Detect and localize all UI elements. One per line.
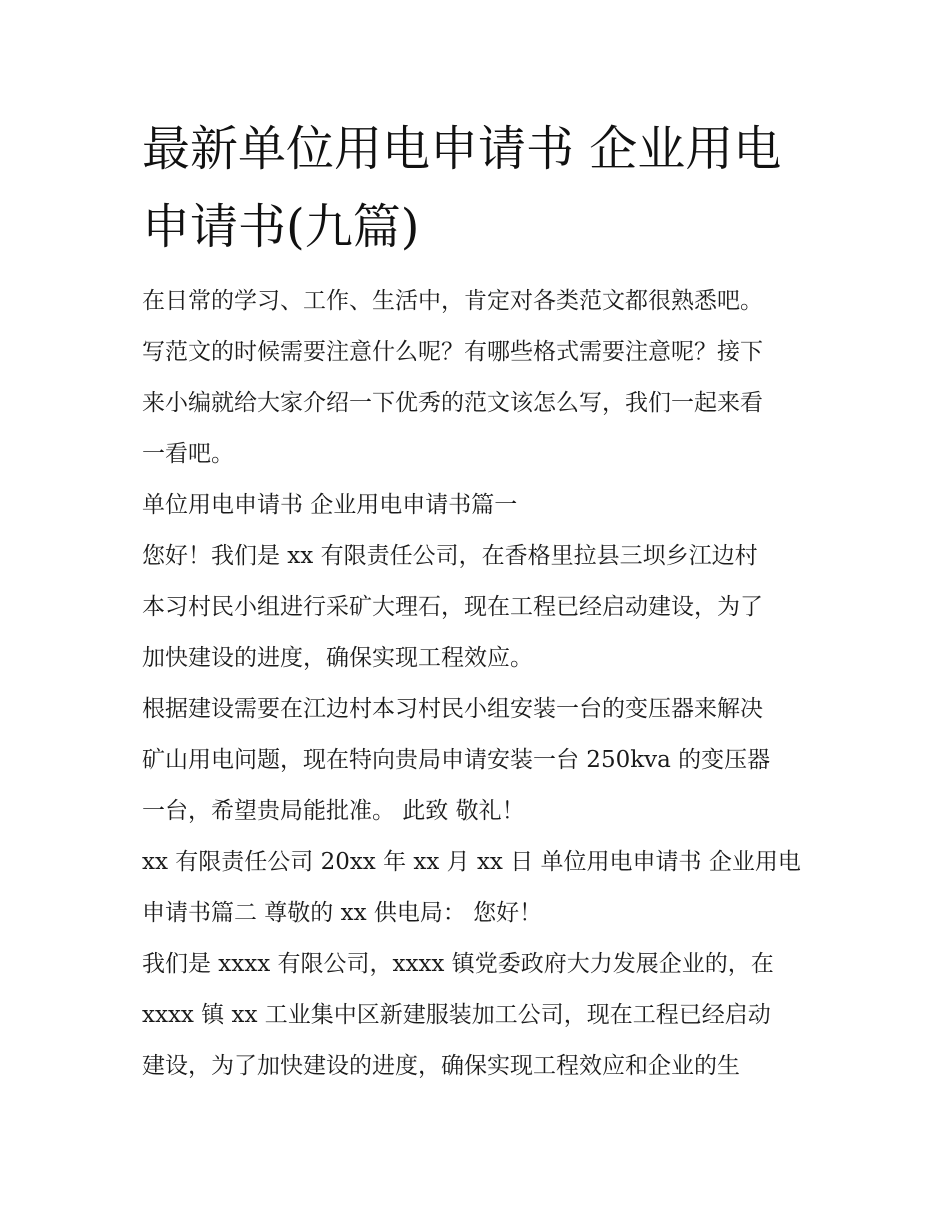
body-line: 本习村民小组进行采矿大理石，现在工程已经启动建设，为了 bbox=[142, 594, 763, 620]
body-line: 建设，为了加快建设的进度，确保实现工程效应和企业的生 bbox=[142, 1053, 740, 1079]
body-line: 矿山用电问题，现在特向贵局申请安装一台 250kva 的变压器 bbox=[142, 747, 771, 773]
body-line: 您好！我们是 xx 有限责任公司，在香格里拉县三坝乡江边村 bbox=[142, 543, 758, 569]
body-line: 根据建设需要在江边村本习村民小组安装一台的变压器来解决 bbox=[142, 696, 763, 722]
body-line: 加快建设的进度，确保实现工程效应。 bbox=[142, 645, 533, 671]
body-line: xxxx 镇 xx 工业集中区新建服装加工公司，现在工程已经启动 bbox=[142, 1002, 771, 1028]
body-line: 写范文的时候需要注意什么呢？有哪些格式需要注意呢？接下 bbox=[142, 339, 763, 365]
title-line-2: 申请书(九篇) bbox=[142, 199, 420, 255]
body-line: 一看吧。 bbox=[142, 441, 234, 467]
body-line: 在日常的学习、工作、生活中，肯定对各类范文都很熟悉吧。 bbox=[142, 288, 763, 314]
body-line: xx 有限责任公司 20xx 年 xx 月 xx 日 单位用电申请书 企业用电 bbox=[142, 849, 801, 875]
body-line: 一台，希望贵局能批准。 此致 敬礼！ bbox=[142, 798, 525, 824]
body-line: 申请书篇二 尊敬的 xx 供电局： 您好！ bbox=[142, 900, 543, 926]
body-line: 我们是 xxxx 有限公司，xxxx 镇党委政府大力发展企业的，在 bbox=[142, 951, 774, 977]
title-line-1: 最新单位用电申请书 企业用电 bbox=[142, 121, 782, 177]
section-heading: 单位用电申请书 企业用电申请书篇一 bbox=[142, 492, 518, 518]
body-line: 来小编就给大家介绍一下优秀的范文该怎么写，我们一起来看 bbox=[142, 390, 763, 416]
document-title bbox=[142, 110, 822, 266]
